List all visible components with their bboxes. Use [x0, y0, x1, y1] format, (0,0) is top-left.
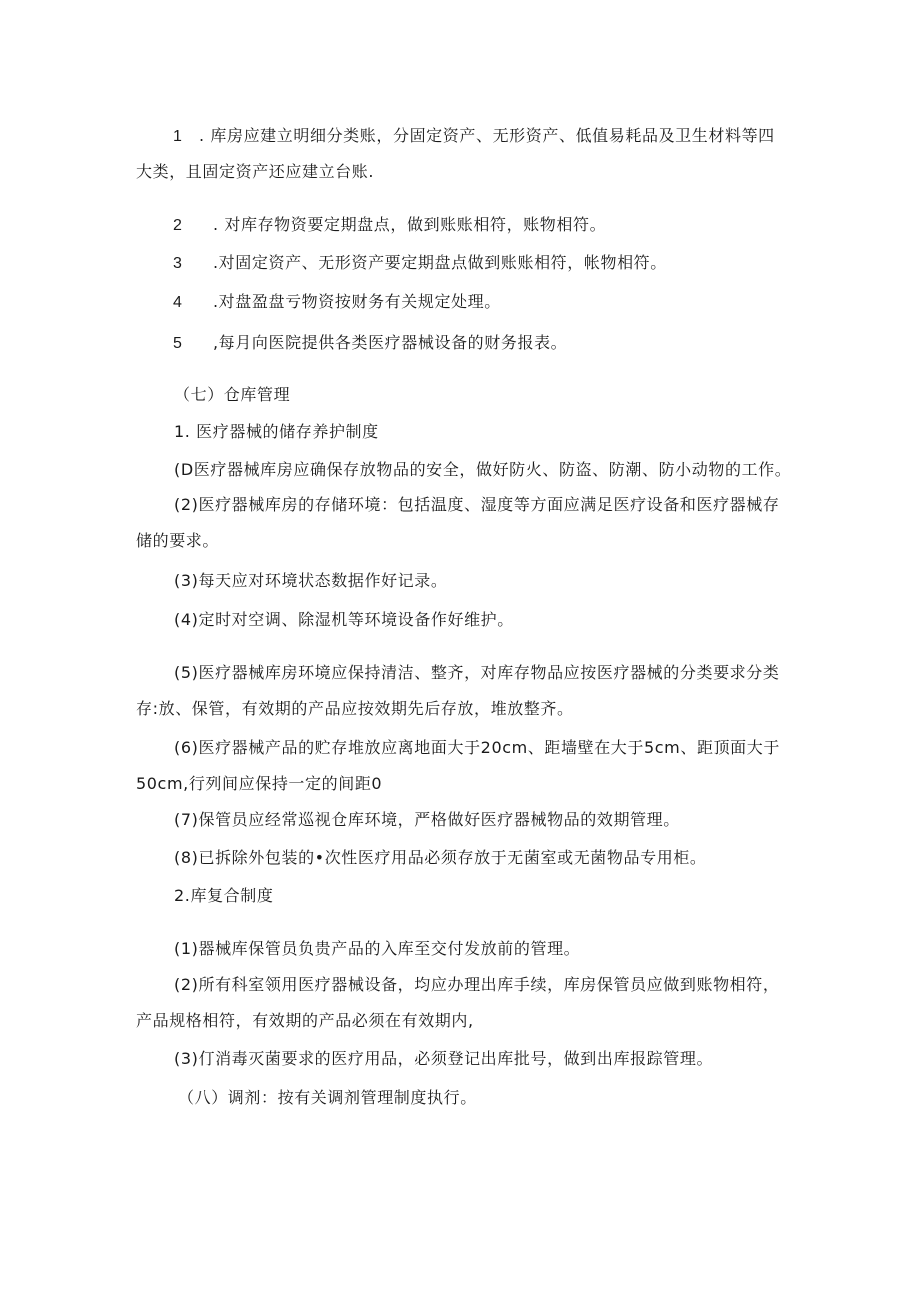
storage-rule-6-line-2: 50cm,行列间应保持一定的间距0 — [136, 774, 383, 793]
storage-rule-2-line-1: (2)医疗器械库房的存储环境：包括温度、湿度等方面应满足医疗设备和医疗器械存 — [174, 495, 780, 514]
storage-rule-7: (7)保管员应经常巡视仓库环境，严格做好医疗器械物品的效期管理。 — [174, 810, 680, 829]
item-3 — [173, 252, 667, 275]
section-8-text: （八）调剂：按有关调剂管理制度执行。 — [178, 1088, 477, 1107]
subsection-1-title: 1. 医疗器械的储存养护制度 — [174, 422, 379, 441]
storage-rule-5-line-1: (5)医疗器械库房环境应保持清洁、整齐，对库存物品应按医疗器械的分类要求分类 — [174, 663, 780, 682]
item-3-number: 3 — [173, 255, 183, 272]
storage-rule-2-line-2: 储的要求。 — [136, 531, 220, 550]
storage-rule-1: (D医疗器械库房应确保存放物品的安全，做好防火、防盗、防潮、防小动物的工作。 — [174, 460, 792, 479]
item-4-number: 4 — [173, 294, 183, 311]
item-2-text: . 对库存物资要定期盘点，做到账账相符，账物相符。 — [213, 215, 607, 234]
item-5 — [173, 332, 567, 355]
item-4 — [173, 291, 501, 314]
check-rule-1: (1)器械库保管员负贵产品的入库至交付发放前的管理。 — [174, 939, 581, 958]
item-1-line-1 — [173, 125, 775, 148]
item-5-text: ,每月向医院提供各类医疗器械设备的财务报表。 — [213, 333, 568, 352]
check-rule-2-line-2: 产品规格相符，有效期的产品必须在有效期内, — [136, 1011, 474, 1030]
item-1-number: 1 — [173, 128, 183, 145]
item-1-text: . 库房应建立明细分类账，分固定资产、无形资产、低值易耗品及卫生材料等四 — [199, 126, 775, 145]
storage-rule-6-line-1: (6)医疗器械产品的贮存堆放应离地面大于20cm、距墙壁在大于5cm、距顶面大于 — [174, 738, 780, 757]
storage-rule-5-line-2: 存:放、保管，有效期的产品应按效期先后存放，堆放整齐。 — [136, 699, 574, 718]
storage-rule-4: (4)定时对空调、除湿机等环境设备作好维护。 — [174, 610, 514, 629]
check-rule-3: (3)仃消毒灭菌要求的医疗用品，必须登记出库批号，做到出库报踪管理。 — [174, 1049, 714, 1068]
subsection-2-title: 2.库复合制度 — [174, 886, 274, 905]
item-4-text: .对盘盈盘亏物资按财务有关规定处理。 — [213, 292, 501, 311]
check-rule-2-line-1: (2)所有科室领用医疗器械设备，均应办理出库手续，库房保管员应做到账物相符， — [174, 975, 780, 994]
storage-rule-3: (3)每天应对环境状态数据作好记录。 — [174, 571, 448, 590]
item-2 — [173, 214, 606, 237]
item-1-line-2: 大类，且固定资产还应建立台账. — [136, 162, 375, 181]
section-7-heading: （七）仓库管理 — [174, 385, 291, 404]
item-5-number: 5 — [173, 335, 183, 352]
storage-rule-8: (8)已拆除外包装的•次性医疗用品必须存放于无菌室或无菌物品专用柜。 — [174, 848, 707, 867]
item-2-number: 2 — [173, 217, 183, 234]
item-3-text: .对固定资产、无形资产要定期盘点做到账账相符，帐物相符。 — [213, 253, 667, 272]
